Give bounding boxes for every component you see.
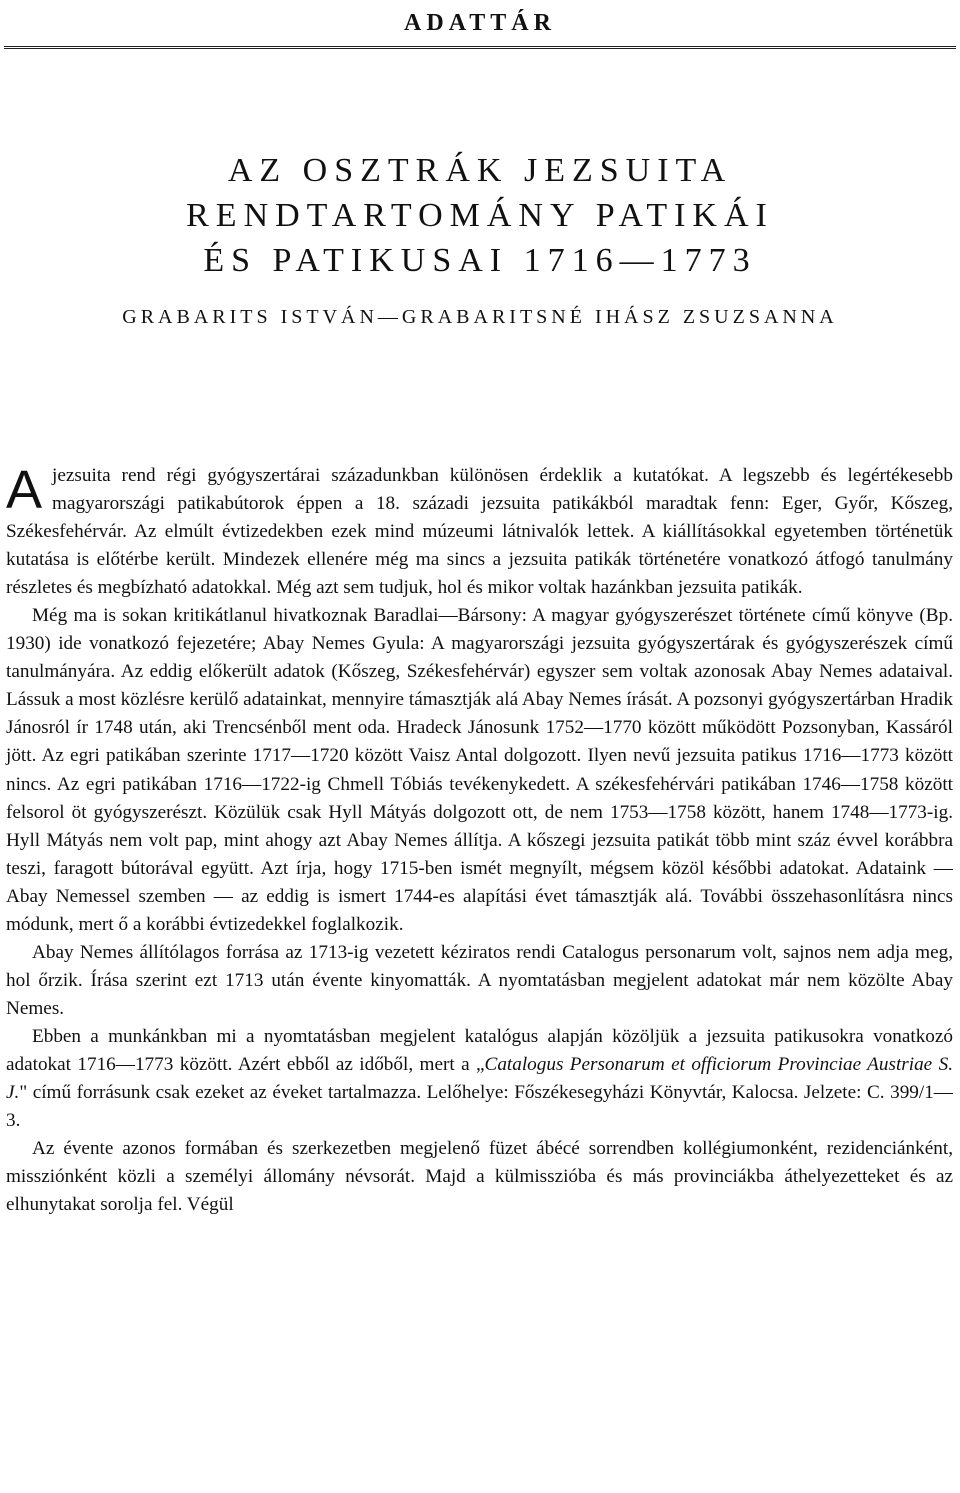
paragraph-3: Abay Nemes állítólagos forrása az 1713-ig vezetett kéziratos rendi Catalogus personarum volt, sajnos nem adja meg, hol őrzik. Írása szerint ezt 1713 után évente kinyomatták. A nyomtatásban megjelent adatokat már nem közölte Abay Nemes. <box>6 941 953 1019</box>
paragraph-4-text-a: Ebben a munkánkban mi a nyomtatásban megjelent katalógus alapján közöljük a jezsuita patikusokra vonatkozó adatokat 1716—1773 között. Azért ebből az időből, mert a „ <box>6 1025 953 1075</box>
article-title-line-3: ÉS PATIKUSAI 1716—1773 <box>203 242 757 279</box>
article-title-line-1: AZ OSZTRÁK JEZSUITA <box>227 152 733 189</box>
drop-cap: A <box>6 460 43 520</box>
paragraph-1-text: jezsuita rend régi gyógyszertárai századunkban különösen érdeklik a kutatókat. A legszebb és legértékesebb magyarországi patikabútorok éppen a 18. századi jezsuita patikákból maradtak fenn: Eger, Győr, Kőszeg, Székesfehérvár. Az elmúlt évtizedekben ezek mind múzeumi látnivalók lettek. A kiállításokkal egyetemben történetük kutatása is előtérbe került. Mindezek ellenére még ma sincs a jezsuita patikák történetére vonatkozó átfogó tanulmány részletes és megbízható adatokkal. Még azt sem tudjuk, hol és mikor voltak hazánkban jezsuita patikák. <box>6 465 953 599</box>
paragraph-4-text-b: " című forrásunk csak ezeket az éveket tartalmazza. Lelőhelye: Főszékesegyházi Könyvtár, Kalocsa. Jelzete: C. 399/1—3. <box>6 1082 953 1132</box>
article-title-line-2: RENDTARTOMÁNY PATIKÁI <box>186 197 774 234</box>
header-rule <box>4 46 956 49</box>
paragraph-4 <box>6 1023 953 1135</box>
article-authors: GRABARITS ISTVÁN—GRABARITSNÉ IHÁSZ ZSUZSANNA <box>122 306 838 328</box>
paragraph-5: Az évente azonos formában és szerkezetben megjelenő füzet ábécé sorrendben kollégiumonként, rezidenciánként, missziónként közli a személyi állomány névsorát. Majd a külmisszióba és más provinciákba áthelyezetteket és az elhunytakat sorolja fel. Végül <box>6 1138 953 1216</box>
catalogus-title: Catalogus Personarum et officiorum Provinciae Austriae S. J. <box>6 1053 953 1104</box>
paragraph-1 <box>6 462 953 602</box>
paragraph-2: Még ma is sokan kritikátlanul hivatkoznak Baradlai—Bársony: A magyar gyógyszerészet története című könyve (Bp. 1930) ide vonatkozó fejezetére; Abay Nemes Gyula: A magyarországi jezsuita gyógyszertárak és gyógyszerészek című tanulmányára. Az eddig előkerült adatok (Kőszeg, Székesfehérvár) egyszer sem voltak azonosak Abay Nemes adataival. Lássuk a most közlésre kerülő adatainkat, mennyire támasztják alá Abay Nemes írását. A pozsonyi gyógyszertárban Hradik Jánosról ír 1748 után, aki Trencsénből ment oda. Hradeck Jánosunk 1752—1770 között működött Pozsonyban, Kassáról jött. Az egri patikában szerinte 1717—1720 között Vaisz Antal dolgozott. Ilyen nevű jezsuita patikus 1716—1773 között nincs. Az egri patikában 1716—1722-ig Chmell Tóbiás tevékenykedett. A székesfehérvári patikában 1746—1758 között felsorol öt gyógyszerészt. Közülük csak Hyll Mátyás dolgozott ott, de nem 1753—1758 között, hanem 1748—1773-ig. Hyll Mátyás nem volt pap, mint ahogy azt Abay Nemes állítja. A kőszegi jezsuita patikát több mint száz évvel korábbra teszi, faragott bútorával együtt. Azt írja, hogy 1715-ben ismét megnyílt, mégsem közöl későbbi adatokat. Adataink — Abay Nemessel szemben — az eddig is ismert 1744-es alapítási évet támasztják alá. További összehasonlításra nincs módunk, mert ő a korábbi évtizedekkel foglalkozik. <box>6 605 953 935</box>
article-body <box>6 462 953 1219</box>
section-header: ADATTÁR <box>404 10 556 36</box>
